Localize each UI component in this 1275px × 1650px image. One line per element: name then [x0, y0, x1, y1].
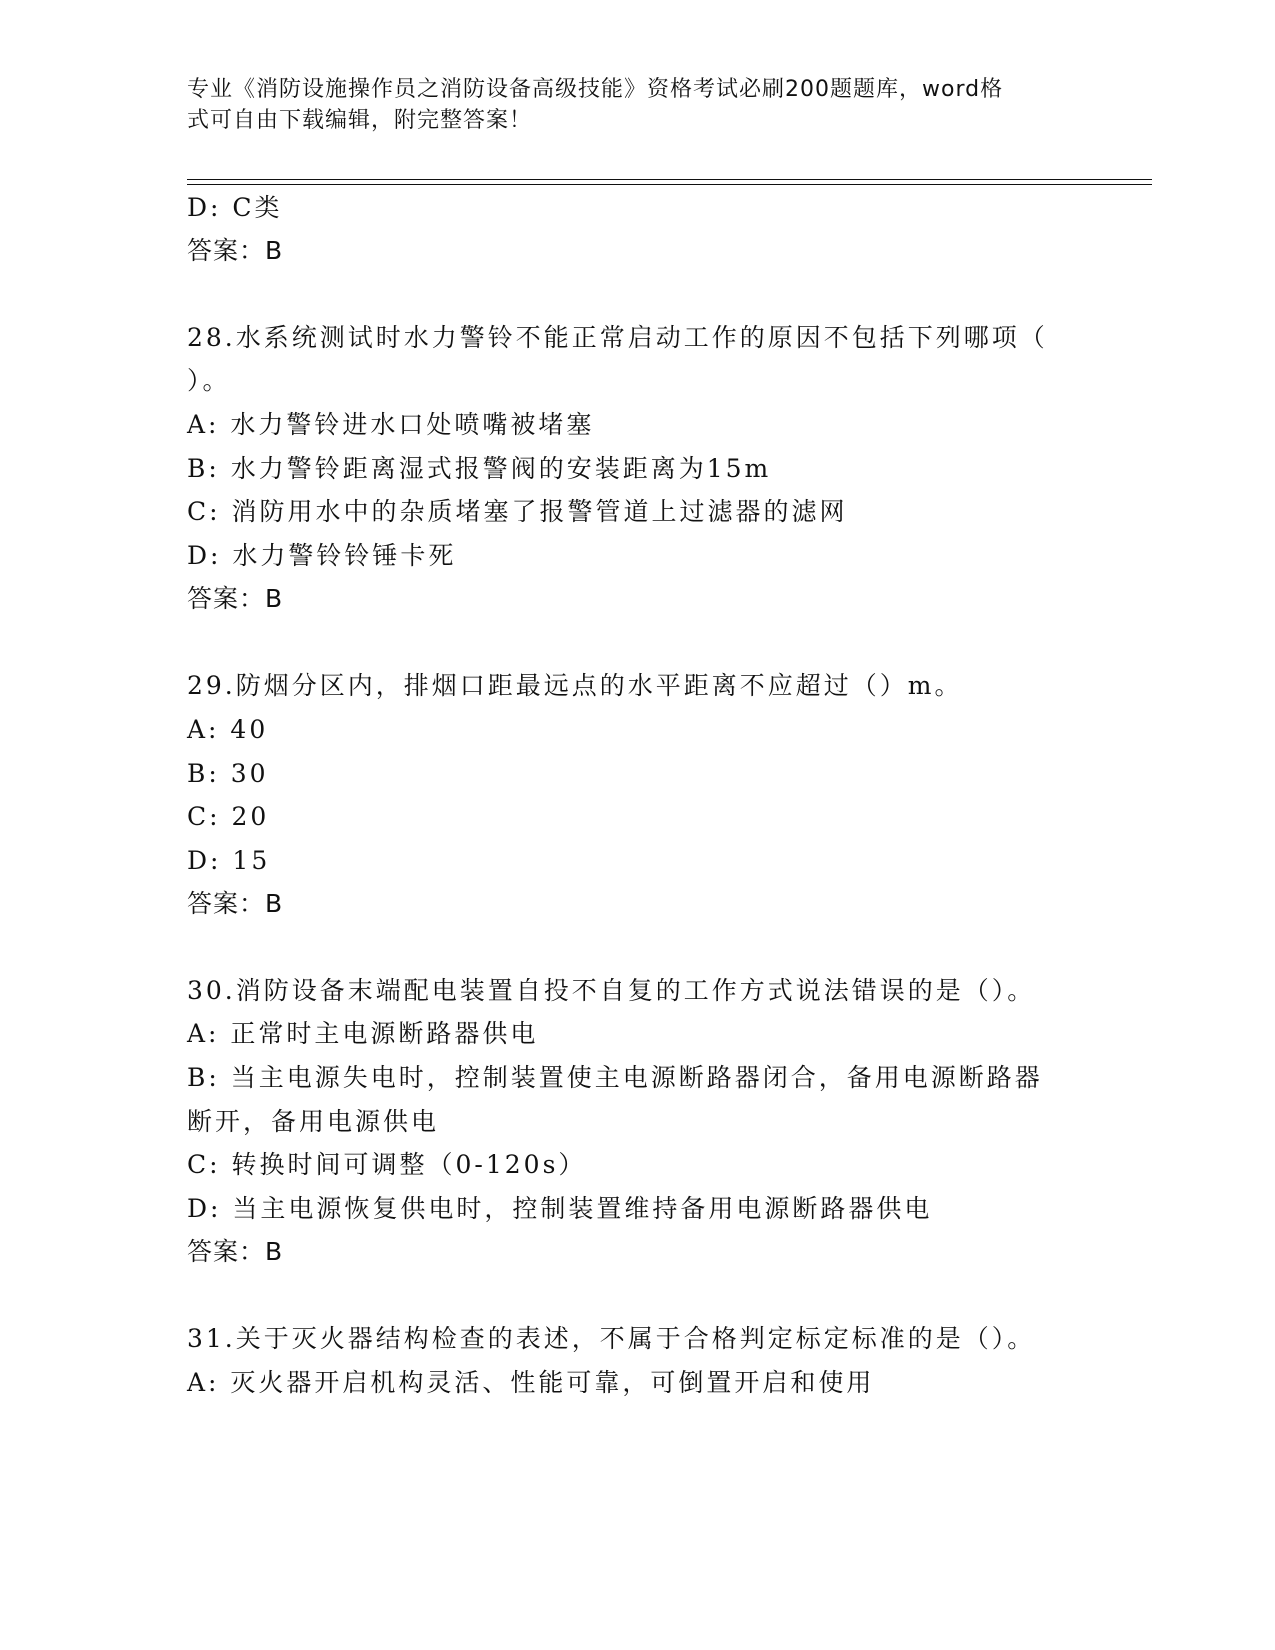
q30-option-d: D: 当主电源恢复供电时，控制装置维持备用电源断路器供电 — [187, 1194, 933, 1223]
q30-answer: 答案：B — [187, 1237, 284, 1266]
q30-option-b-line-1: B: 当主电源失电时，控制装置使主电源断路器闭合，备用电源断路器 — [187, 1063, 1043, 1092]
q30-question: 30.消防设备末端配电装置自投不自复的工作方式说法错误的是（）。 — [187, 976, 1036, 1005]
q30-option-c: C: 转换时间可调整（0-120s） — [187, 1150, 587, 1179]
q29-option-b: B: 30 — [187, 759, 269, 788]
q29-option-a: A: 40 — [187, 715, 269, 744]
q28-option-c: C: 消防用水中的杂质堵塞了报警管道上过滤器的滤网 — [187, 497, 848, 526]
q31-question: 31.关于灭火器结构检查的表述，不属于合格判定标定标准的是（）。 — [187, 1324, 1036, 1353]
q28-option-b: B: 水力警铃距离湿式报警阀的安装距离为15m — [187, 454, 772, 483]
header-divider-bottom — [187, 184, 1152, 185]
q29-question: 29.防烟分区内，排烟口距最远点的水平距离不应超过（）m。 — [187, 671, 963, 700]
q28-question-line-2: ）。 — [187, 366, 231, 395]
q31-option-a: A: 灭火器开启机构灵活、性能可靠，可倒置开启和使用 — [187, 1368, 875, 1397]
q27-option-d: D: C类 — [187, 193, 283, 222]
q29-option-c: C: 20 — [187, 802, 270, 831]
q28-option-d: D: 水力警铃铃锤卡死 — [187, 541, 457, 570]
header-line-2: 式可自由下载编辑，附完整答案！ — [187, 108, 533, 133]
header-line-1: 专业《消防设施操作员之消防设备高级技能》资格考试必刷200题题库，word格 — [187, 77, 1004, 102]
header-divider-top — [187, 179, 1152, 180]
q29-answer: 答案：B — [187, 889, 284, 918]
q28-question-line-1: 28.水系统测试时水力警铃不能正常启动工作的原因不包括下列哪项（ — [187, 323, 1048, 352]
q30-option-a: A: 正常时主电源断路器供电 — [187, 1019, 539, 1048]
q29-option-d: D: 15 — [187, 846, 271, 875]
q28-answer: 答案：B — [187, 584, 284, 613]
q27-answer: 答案：B — [187, 236, 284, 265]
q28-option-a: A: 水力警铃进水口处喷嘴被堵塞 — [187, 410, 595, 439]
q30-option-b-line-2: 断开，备用电源供电 — [187, 1107, 440, 1136]
document-header — [187, 74, 1067, 136]
